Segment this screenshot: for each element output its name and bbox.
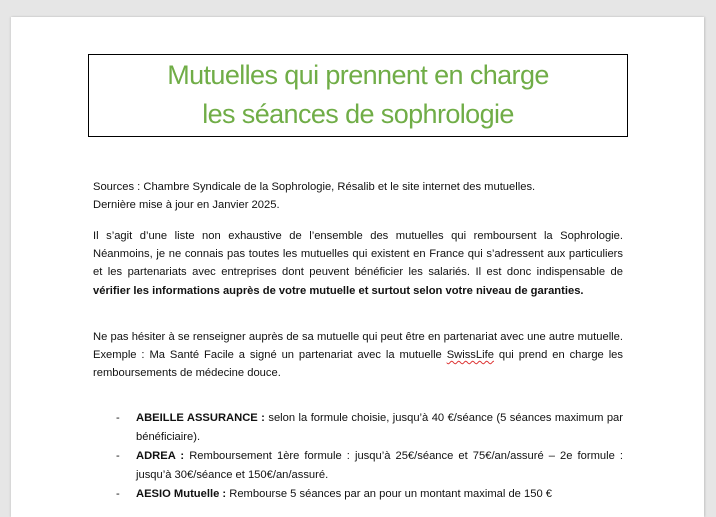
mutuelle-details: Remboursement 1ère formule : jusqu’à 25€/séance et 75€/an/assuré – 2e formule : jusqu’à 30€/séance et 150€/an/assuré. <box>136 450 623 481</box>
intro-text: Il s’agit d’une liste non exhaustive de l’ensemble des mutuelles qui remboursent la Sophrologie. Néanmoins, je ne connais pas toutes les mutuelles qui existent en France qui s’adressent aux particuliers et les partenariats avec entreprises dont peuvent bénéficier les salariés. Il est donc indispensable de <box>93 230 623 279</box>
mutuelle-name: ADREA : <box>136 450 185 462</box>
list-item <box>93 447 623 485</box>
document-page <box>11 17 704 517</box>
dash-bullet: - <box>116 488 120 500</box>
sources-line: Sources : Chambre Syndicale de la Sophrologie, Résalib et le site internet des mutuelles. <box>93 181 536 193</box>
mutuelle-list <box>93 409 623 504</box>
misspelled-word[interactable]: SwissLife <box>446 349 494 362</box>
intro-paragraph <box>93 227 623 300</box>
title-box <box>88 54 628 137</box>
list-item <box>93 409 623 447</box>
last-update-line: Dernière mise à jour en Janvier 2025. <box>93 199 280 212</box>
mutuelle-name: ABEILLE ASSURANCE : <box>136 412 265 424</box>
partnership-paragraph <box>93 328 623 383</box>
title-line-1: Mutuelles qui prennent en charge <box>167 60 549 90</box>
intro-bold-text: vérifier les informations auprès de votre mutuelle et surtout selon votre niveau de garanties. <box>93 284 584 297</box>
title-line-2: les séances de sophrologie <box>202 99 514 129</box>
sources-paragraph <box>93 178 623 214</box>
mutuelle-name: AESIO Mutuelle : <box>136 488 227 500</box>
mutuelle-details: selon la formule choisie, jusqu’à 40 €/séance (5 séances maximum par bénéficiaire). <box>136 412 624 443</box>
dash-bullet: - <box>116 450 120 462</box>
partner-text-after: qui prend en charge les remboursements de médecine douce. <box>93 349 623 380</box>
mutuelle-details: Rembourse 5 séances par an pour un montant maximal de 150 € <box>226 488 553 500</box>
dash-bullet: - <box>116 412 120 424</box>
partner-text-before: Ne pas hésiter à se renseigner auprès de sa mutuelle qui peut être en partenariat avec une autre mutuelle. Exemple : Ma Santé Facile a signé un partenariat avec la mutuelle <box>93 331 623 362</box>
list-item <box>93 485 623 504</box>
